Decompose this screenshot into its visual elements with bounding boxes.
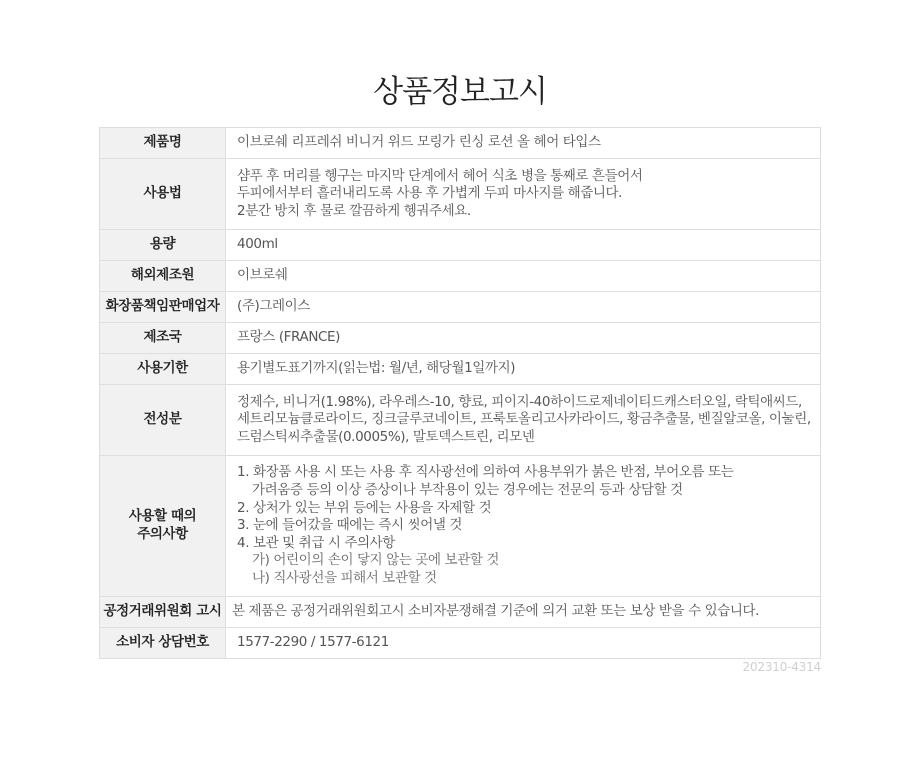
row-value [226, 323, 821, 354]
value-line: 나) 직사광선을 피해서 보관할 것 [252, 569, 437, 586]
value-line: 샴푸 후 머리를 헹구는 마지막 단계에서 헤어 식초 병을 통째로 흔들어서 [237, 167, 643, 184]
value-line: 두피에서부터 흘러내리도록 사용 후 가볍게 두피 마사지를 해줍니다. [237, 185, 623, 202]
row-label-line: 사용할 때의 [128, 508, 197, 525]
row-label: 제품명 [100, 128, 226, 159]
row-label: 제조국 [100, 323, 226, 354]
row-value [226, 456, 821, 597]
table-row [100, 159, 821, 230]
row-value [226, 292, 821, 323]
table-row [100, 128, 821, 159]
value-line: 드럼스틱씨추출물(0.0005%), 말토덱스트린, 리모넨 [237, 428, 535, 445]
value-line: 이브로쉐 리프레쉬 비니거 위드 모링가 린싱 로션 올 헤어 타입스 [237, 134, 601, 151]
row-value [226, 230, 821, 261]
row-value [226, 128, 821, 159]
value-line: 1. 화장품 사용 시 또는 사용 후 직사광선에 의하여 사용부위가 붉은 반점, 부어오름 또는 [237, 464, 734, 481]
row-value [226, 159, 821, 230]
product-info-table [99, 127, 821, 659]
row-label: 사용기한 [100, 354, 226, 385]
row-label: 공정거래위원회 고시 [100, 597, 226, 628]
row-label: 화장품책임판매업자 [100, 292, 226, 323]
value-line: 2. 상처가 있는 부위 등에는 사용을 자제할 것 [237, 499, 492, 516]
row-value [226, 385, 821, 456]
row-label: 소비자 상담번호 [100, 628, 226, 659]
table-row [100, 385, 821, 456]
table-row [100, 292, 821, 323]
value-line: 2분간 방치 후 물로 깔끔하게 헹궈주세요. [237, 202, 471, 219]
value-line: 정제수, 비니거(1.98%), 라우레스-10, 향료, 피이지-40하이드로제네이티드캐스터오일, 락틱애씨드, [237, 393, 802, 410]
row-value [226, 628, 821, 659]
row-value [226, 354, 821, 385]
value-line: 1577-2290 / 1577-6121 [237, 634, 389, 651]
table-row [100, 456, 821, 597]
table-row [100, 230, 821, 261]
document-code: 202310-4314 [742, 660, 821, 674]
table-row [100, 354, 821, 385]
value-line: 가) 어린이의 손이 닿지 않는 곳에 보관할 것 [252, 552, 500, 569]
table-row [100, 597, 821, 628]
row-value [226, 261, 821, 292]
table-row [100, 323, 821, 354]
value-line: 이브로쉐 [237, 267, 288, 284]
value-line: 프랑스 (FRANCE) [237, 329, 341, 346]
value-line: 가려움증 등의 이상 증상이나 부작용이 있는 경우에는 전문의 등과 상담할 것 [252, 482, 683, 499]
page-title: 상품정보고시 [373, 74, 547, 110]
value-line: 본 제품은 공정거래위원회고시 소비자분쟁해결 기준에 의거 교환 또는 보상 받을 수 있습니다. [232, 603, 760, 620]
value-line: (주)그레이스 [237, 298, 310, 315]
row-value [226, 597, 821, 628]
row-label: 사용법 [100, 159, 226, 230]
value-line: 용기별도표기까지(읽는법: 월/년, 해당월1일까지) [237, 360, 516, 377]
row-label [100, 456, 226, 597]
value-line: 세트리모늄클로라이드, 징크글루코네이트, 프룩토올리고사카라이드, 황금추출물, 벤질알코올, 이눌린, [237, 411, 811, 428]
row-label: 용량 [100, 230, 226, 261]
value-line: 4. 보관 및 취급 시 주의사항 [237, 534, 395, 551]
row-label: 전성분 [100, 385, 226, 456]
row-label-line: 주의사항 [137, 526, 188, 542]
value-line: 400ml [237, 236, 278, 253]
table-row [100, 628, 821, 659]
table-row [100, 261, 821, 292]
row-label: 해외제조원 [100, 261, 226, 292]
value-line: 3. 눈에 들어갔을 때에는 즉시 씻어낼 것 [237, 517, 463, 534]
